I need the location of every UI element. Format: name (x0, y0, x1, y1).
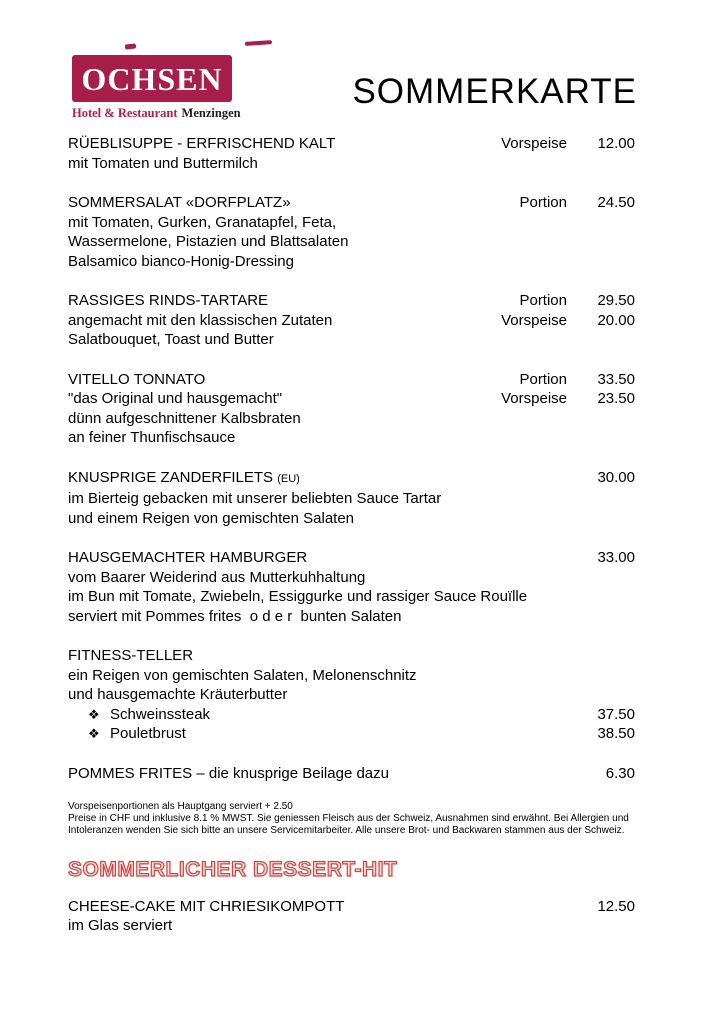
price-amount: 33.50 (597, 370, 635, 388)
dessert-section-heading: SOMMERLICHER DESSERT-HIT (68, 858, 398, 881)
logo-subtitle (72, 106, 241, 121)
item-prices (477, 193, 635, 213)
item-description: ein Reigen von gemischten Salaten, Melonenschnitz (68, 666, 417, 684)
price-label (477, 468, 567, 488)
price-amount: 23.50 (597, 390, 635, 407)
item-description: mit Tomaten und Buttermilch (68, 154, 258, 172)
footnote-line: Preise in CHF und inklusive 8.1 % MWST. Sie geniessen Fleisch aus der Schweiz, Ausnahmen sind erwähnt. Bei Allergien und (68, 813, 629, 824)
menu-item (68, 193, 635, 271)
item-title: SOMMERSALAT «DORFPLATZ» (68, 194, 291, 211)
logo-subtitle-town: Menzingen (181, 106, 241, 120)
item-title-note: (EU) (277, 472, 300, 485)
ink-speck-icon (125, 43, 136, 49)
item-description: im Glas serviert (68, 917, 173, 934)
item-description: "das Original und hausgemacht" (68, 390, 283, 407)
item-title: POMMES FRITES – die knusprige Beilage dazu (68, 764, 389, 782)
sub-item-name: Schweinssteak (110, 705, 211, 723)
price-row (477, 311, 635, 331)
price-row (477, 370, 635, 390)
item-description: dünn aufgeschnittener Kalbsbraten (68, 409, 301, 427)
item-description: Salatbouquet, Toast und Butter (68, 331, 274, 348)
item-prices (477, 548, 635, 568)
logo-subtitle-hotel: Hotel & Restaurant (72, 106, 178, 120)
item-description: und einem Reigen von gemischten Salaten (68, 509, 355, 527)
item-description: serviert mit Pommes frites o d e r bunten Salaten (68, 607, 402, 625)
item-title: HAUSGEMACHTER HAMBURGER (68, 549, 308, 566)
item-title: CHEESE-CAKE MIT CHRIESIKOMPOTT (68, 897, 345, 915)
page-title: SOMMERKARTE (352, 72, 637, 111)
price-label: Vorspeise (501, 311, 567, 329)
menu-item (68, 468, 635, 529)
price-label: Vorspeise (501, 135, 567, 152)
item-description: angemacht mit den klassischen Zutaten (68, 311, 333, 329)
price-row (477, 291, 635, 311)
item-description: Wassermelone, Pistazien und Blattsalaten (68, 233, 349, 250)
item-title-text: KNUSPRIGE ZANDERFILETS (68, 468, 278, 486)
price-amount: 24.50 (597, 194, 635, 211)
price-row (477, 193, 635, 213)
item-description: mit Tomaten, Gurken, Granatapfel, Feta, (68, 213, 337, 231)
price-amount: 20.00 (597, 311, 635, 329)
logo-box (72, 55, 232, 102)
menu-item (68, 291, 635, 350)
item-prices (567, 897, 635, 917)
price-label: Portion (519, 370, 567, 388)
menu-list (68, 134, 635, 956)
restaurant-logo (72, 55, 241, 121)
item-description: im Bun mit Tomate, Zwiebeln, Essiggurke und rassiger Sauce Rouïlle (68, 588, 528, 605)
footnote-line: Vorspeisenportionen als Hauptgang serviert + 2.50 (68, 801, 293, 812)
item-prices (477, 370, 635, 409)
price-row (477, 134, 635, 154)
item-description: und hausgemachte Kräuterbutter (68, 686, 288, 703)
item-prices (477, 468, 635, 488)
price-amount: 33.00 (597, 549, 635, 566)
price-label: Vorspeise (501, 390, 567, 407)
ink-speck-icon (245, 40, 272, 46)
footnote-line: Intoleranzen wenden Sie sich bitte an unsere Servicemitarbeiter. Alle unsere Brot- und Backwaren stammen aus der Schweiz. (68, 825, 625, 836)
menu-item (68, 897, 635, 936)
price-row (477, 468, 635, 488)
logo-name: OCHSEN (81, 60, 223, 97)
menu-item (68, 134, 635, 173)
item-prices (477, 134, 635, 154)
price-label (477, 548, 567, 568)
item-title: RÜEBLISUPPE - ERFRISCHEND KALT (68, 135, 336, 152)
sub-item (68, 705, 635, 725)
sub-item (68, 724, 635, 744)
price-row (477, 548, 635, 568)
price-amount: 6.30 (605, 764, 635, 782)
menu-item (68, 370, 635, 448)
price-row (567, 897, 635, 917)
price-label: Portion (519, 194, 567, 211)
diamond-bullet-icon: ❖ (88, 706, 100, 722)
footnotes (68, 801, 635, 837)
price-amount: 29.50 (597, 292, 635, 309)
menu-item (68, 548, 635, 626)
price-amount: 30.00 (597, 468, 635, 486)
price-amount: 37.50 (597, 705, 635, 723)
price-amount: 38.50 (597, 725, 635, 742)
price-label: Portion (519, 292, 567, 309)
price-row (477, 389, 635, 409)
item-description: an feiner Thunfischsauce (68, 429, 236, 446)
item-description: vom Baarer Weiderind aus Mutterkuhhaltung (68, 568, 366, 586)
price-amount: 12.00 (597, 135, 635, 152)
item-title: VITELLO TONNATO (68, 370, 206, 388)
menu-item (68, 646, 635, 744)
price-amount: 12.50 (597, 897, 635, 915)
item-title: RASSIGES RINDS-TARTARE (68, 292, 269, 309)
diamond-bullet-icon: ❖ (88, 726, 100, 741)
sub-item-name: Pouletbrust (110, 725, 186, 742)
item-description: im Bierteig gebacken mit unserer beliebten Sauce Tartar (68, 490, 442, 507)
item-description: Balsamico bianco-Honig-Dressing (68, 252, 294, 270)
item-title: FITNESS-TELLER (68, 647, 194, 664)
menu-item (68, 764, 635, 784)
item-prices (477, 291, 635, 330)
